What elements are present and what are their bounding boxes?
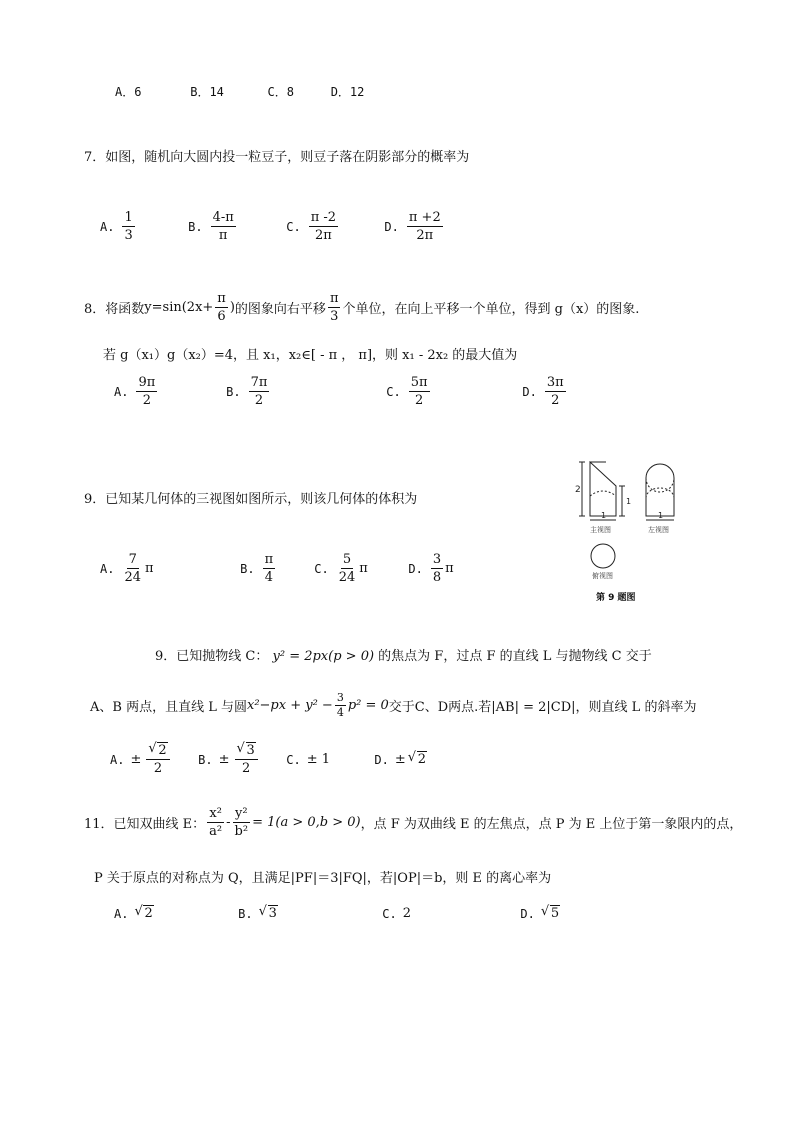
q6-options [115, 83, 364, 100]
q7-a-fraction: $\frac{1}{3}$ [124, 210, 133, 243]
q9b-line2: A、B 两点，且直线 L 与圆 x²−px + y² − $\frac{3}{4}$ p² = 0 交于C、D两点.若|AB| = 2|CD|，则直线 L 的斜率为 [90, 691, 697, 719]
q7-option-a: A. $\frac{1}{3}$ [100, 210, 133, 243]
side-view-caption: 左视图 [648, 526, 669, 534]
q7-stem: 7．如图，随机向大圆内投一粒豆子，则豆子落在阴影部分的概率为 [84, 150, 470, 165]
q9b-option-c: C. ± 1 [286, 752, 331, 767]
q9a-option-b: B. $\frac{\pi}{4}$ [240, 552, 274, 585]
top-view [591, 544, 615, 568]
q8-option-a: A. $\frac{9\pi}{2}$ [114, 375, 156, 408]
q11-options [114, 906, 560, 922]
front-width-label: 1 [601, 511, 607, 520]
q8-options [114, 375, 568, 408]
q9a-option-a: A. $\frac{7}{24}$ π [100, 552, 154, 585]
front-small-height-label: 1 [626, 497, 632, 506]
q7-c-fraction: $\frac{\pi -2}{2\pi}$ [310, 210, 337, 243]
q8-option-c: C. $\frac{5\pi}{2}$ [386, 375, 428, 408]
front-height-label: 2 [575, 485, 581, 495]
q6-option-d: D．12 [330, 85, 365, 99]
q6-option-b: B．14 [190, 85, 224, 99]
q9a-options [100, 552, 454, 585]
q7-d-fraction: $\frac{\pi +2}{2\pi}$ [408, 210, 441, 243]
q9b-parabola-eq: y² = 2px(p > 0) [272, 649, 375, 664]
q7-b-fraction: $\frac{4-\pi}{\pi}$ [212, 210, 234, 243]
q9b-options [110, 743, 427, 776]
q6-option-a: A．6 [115, 85, 142, 99]
q9b-option-d: D. ± √ 2 [374, 752, 427, 767]
q11-option-d: D. √ 5 [520, 906, 560, 921]
q9a-option-d: D. $\frac{3}{8}$ π [408, 552, 454, 585]
q7-option-b: B. $\frac{4-\pi}{\pi}$ [188, 210, 234, 243]
q11-line1: 11．已知双曲线 E： $\frac{\text{x²}}{\text{a²}}$ - $\frac{\text{y²}}{\text{b²}}$ = 1(a > 0,b > 0) ，点 F 为双曲线 E 的左焦点，点 P 为 E 上位于第一象限内的点， [84, 806, 743, 839]
q8-option-d: D. $\frac{3\pi}{2}$ [522, 375, 564, 408]
q8-condition: 若 g（x₁）g（x₂）=4，且 x₁，x₂∈[ - π ， π]，则 x₁ - 2x₂ 的最大值为 [103, 348, 518, 363]
q9a-stem: 9．已知某几何体的三视图如图所示，则该几何体的体积为 [84, 492, 418, 507]
q8-func-fraction: $\frac{\pi}{6}$ [217, 291, 226, 324]
q7-options [100, 210, 445, 243]
q8-stem: 8．将函数 y=sin(2x+ $\frac{\pi}{6}$ ) 的图象向右平移 $\frac{\pi}{3}$ 个单位，在向上平移一个单位，得到 g（x）的图象. [84, 291, 640, 324]
q7-option-d: D. $\frac{\pi +2}{2\pi}$ [384, 210, 441, 243]
q8-shift-fraction: $\frac{\pi}{3}$ [329, 291, 339, 324]
q11-condition: = 1(a > 0,b > 0) [252, 815, 361, 830]
q8-function: y=sin(2x+ [144, 300, 214, 315]
side-width-label: 1 [658, 511, 664, 520]
figure-caption: 第 9 题图 [596, 593, 636, 603]
q11-frac-y: $\frac{\text{y²}}{\text{b²}}$ [234, 806, 249, 839]
q9a-option-c: C. $\frac{5}{24}$ π [314, 552, 368, 585]
three-view-figure [572, 456, 692, 606]
q11-option-b: B. √ 3 [238, 906, 378, 921]
q9b-circle-eq-a: x²−px + y² − [246, 698, 333, 713]
q11-line2: P 关于原点的对称点为 Q，且满足|PF|＝3|FQ|，若|OP|＝b，则 E 的离心率为 [94, 871, 552, 886]
q9b-circle-fraction: $\frac{3}{4}$ [336, 691, 344, 719]
q11-frac-x: $\frac{\text{x²}}{\text{a²}}$ [209, 806, 223, 839]
q9b-option-b: B. ± √ $\frac{3}{2}$ [198, 743, 282, 776]
q9b-circle-eq-b: p² = 0 [347, 698, 389, 713]
q9b-option-a: A. ± √ $\frac{2}{2}$ [110, 743, 194, 776]
q11-option-a: A. √ 2 [114, 906, 234, 921]
q11-option-c: C. 2 [382, 906, 412, 921]
top-view-caption: 俯视图 [592, 572, 613, 580]
front-view-caption: 主视图 [590, 526, 611, 534]
q6-option-c: C．8 [267, 85, 294, 99]
q7-option-c: C. $\frac{\pi -2}{2\pi}$ [286, 210, 337, 243]
q8-option-b: B. $\frac{7\pi}{2}$ [226, 375, 268, 408]
q9b-line1: 9．已知抛物线 C： y² = 2px(p > 0) 的焦点为 F，过点 F 的直线 L 与抛物线 C 交于 [155, 649, 652, 664]
